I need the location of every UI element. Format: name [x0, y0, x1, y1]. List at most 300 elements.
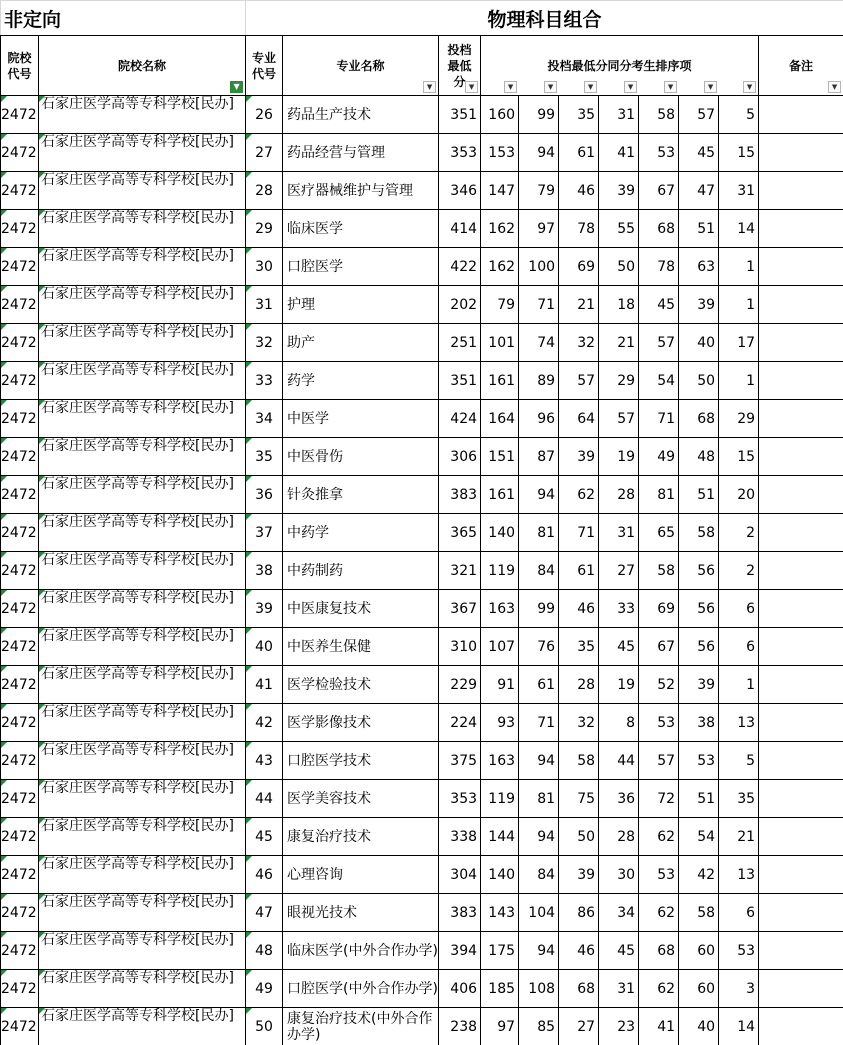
cell-rank-2[interactable]: 71 — [519, 704, 559, 742]
cell-major-name[interactable]: 药品经营与管理 — [283, 134, 439, 172]
cell-rank-7[interactable]: 17 — [719, 324, 759, 362]
cell-rank-2[interactable]: 81 — [519, 780, 559, 818]
cell-school-name[interactable]: 石家庄医学高等专科学校[民办] — [39, 438, 246, 476]
cell-remarks[interactable] — [759, 514, 843, 552]
cell-rank-3[interactable]: 68 — [559, 970, 599, 1008]
cell-major-code[interactable]: 50 — [246, 1008, 283, 1045]
cell-rank-7[interactable]: 5 — [719, 96, 759, 134]
cell-school-code[interactable]: 2472 — [1, 590, 39, 628]
cell-remarks[interactable] — [759, 324, 843, 362]
cell-rank-1[interactable]: 143 — [481, 894, 519, 932]
cell-rank-2[interactable]: 108 — [519, 970, 559, 1008]
cell-rank-1[interactable]: 91 — [481, 666, 519, 704]
cell-rank-7[interactable]: 1 — [719, 362, 759, 400]
cell-remarks[interactable] — [759, 96, 843, 134]
cell-major-name[interactable]: 口腔医学(中外合作办学) — [283, 970, 439, 1008]
cell-major-name[interactable]: 中药学 — [283, 514, 439, 552]
cell-rank-5[interactable]: 69 — [639, 590, 679, 628]
cell-major-name[interactable]: 药品生产技术 — [283, 96, 439, 134]
cell-remarks[interactable] — [759, 248, 843, 286]
cell-major-code[interactable]: 49 — [246, 970, 283, 1008]
cell-remarks[interactable] — [759, 476, 843, 514]
cell-rank-1[interactable]: 79 — [481, 286, 519, 324]
cell-school-code[interactable]: 2472 — [1, 1008, 39, 1045]
filter-active-icon[interactable]: ▼ — [230, 81, 243, 93]
filter-dropdown-icon[interactable]: ▼ — [743, 81, 756, 93]
cell-rank-7[interactable]: 15 — [719, 134, 759, 172]
cell-rank-7[interactable]: 53 — [719, 932, 759, 970]
cell-rank-6[interactable]: 51 — [679, 780, 719, 818]
cell-rank-3[interactable]: 71 — [559, 514, 599, 552]
cell-school-name[interactable]: 石家庄医学高等专科学校[民办] — [39, 818, 246, 856]
cell-rank-6[interactable]: 48 — [679, 438, 719, 476]
cell-rank-7[interactable]: 1 — [719, 666, 759, 704]
cell-rank-3[interactable]: 35 — [559, 628, 599, 666]
cell-rank-7[interactable]: 13 — [719, 704, 759, 742]
cell-min-score[interactable]: 338 — [439, 818, 481, 856]
cell-min-score[interactable]: 406 — [439, 970, 481, 1008]
cell-remarks[interactable] — [759, 134, 843, 172]
cell-rank-1[interactable]: 140 — [481, 856, 519, 894]
cell-major-name[interactable]: 康复治疗技术 — [283, 818, 439, 856]
cell-remarks[interactable] — [759, 780, 843, 818]
cell-rank-2[interactable]: 61 — [519, 666, 559, 704]
cell-min-score[interactable]: 251 — [439, 324, 481, 362]
filter-dropdown-icon[interactable]: ▼ — [423, 81, 436, 93]
cell-rank-6[interactable]: 42 — [679, 856, 719, 894]
cell-rank-4[interactable]: 45 — [599, 628, 639, 666]
cell-rank-1[interactable]: 151 — [481, 438, 519, 476]
cell-rank-3[interactable]: 86 — [559, 894, 599, 932]
cell-rank-5[interactable]: 54 — [639, 362, 679, 400]
filter-dropdown-icon[interactable]: ▼ — [544, 81, 557, 93]
cell-school-name[interactable]: 石家庄医学高等专科学校[民办] — [39, 856, 246, 894]
cell-remarks[interactable] — [759, 286, 843, 324]
cell-rank-1[interactable]: 107 — [481, 628, 519, 666]
cell-rank-2[interactable]: 97 — [519, 210, 559, 248]
cell-rank-5[interactable]: 65 — [639, 514, 679, 552]
filter-dropdown-icon[interactable]: ▼ — [584, 81, 597, 93]
cell-rank-3[interactable]: 32 — [559, 704, 599, 742]
cell-school-name[interactable]: 石家庄医学高等专科学校[民办] — [39, 324, 246, 362]
cell-major-name[interactable]: 针灸推拿 — [283, 476, 439, 514]
cell-major-code[interactable]: 35 — [246, 438, 283, 476]
cell-rank-1[interactable]: 144 — [481, 818, 519, 856]
cell-rank-4[interactable]: 8 — [599, 704, 639, 742]
cell-rank-7[interactable]: 3 — [719, 970, 759, 1008]
cell-major-code[interactable]: 42 — [246, 704, 283, 742]
filter-dropdown-icon[interactable]: ▼ — [664, 81, 677, 93]
cell-rank-4[interactable]: 36 — [599, 780, 639, 818]
cell-school-code[interactable]: 2472 — [1, 438, 39, 476]
cell-rank-6[interactable]: 50 — [679, 362, 719, 400]
cell-major-name[interactable]: 医学美容技术 — [283, 780, 439, 818]
cell-rank-1[interactable]: 163 — [481, 742, 519, 780]
cell-school-code[interactable]: 2472 — [1, 704, 39, 742]
cell-rank-4[interactable]: 18 — [599, 286, 639, 324]
cell-rank-1[interactable]: 161 — [481, 362, 519, 400]
cell-rank-2[interactable]: 89 — [519, 362, 559, 400]
cell-school-code[interactable]: 2472 — [1, 400, 39, 438]
cell-min-score[interactable]: 383 — [439, 476, 481, 514]
cell-remarks[interactable] — [759, 628, 843, 666]
cell-rank-6[interactable]: 58 — [679, 514, 719, 552]
cell-rank-5[interactable]: 62 — [639, 894, 679, 932]
cell-min-score[interactable]: 351 — [439, 96, 481, 134]
cell-rank-3[interactable]: 39 — [559, 438, 599, 476]
cell-school-name[interactable]: 石家庄医学高等专科学校[民办] — [39, 590, 246, 628]
cell-rank-2[interactable]: 104 — [519, 894, 559, 932]
cell-major-code[interactable]: 29 — [246, 210, 283, 248]
cell-major-name[interactable]: 护理 — [283, 286, 439, 324]
cell-major-name[interactable]: 药学 — [283, 362, 439, 400]
cell-remarks[interactable] — [759, 590, 843, 628]
cell-rank-6[interactable]: 56 — [679, 552, 719, 590]
cell-rank-7[interactable]: 20 — [719, 476, 759, 514]
cell-school-name[interactable]: 石家庄医学高等专科学校[民办] — [39, 704, 246, 742]
cell-major-code[interactable]: 44 — [246, 780, 283, 818]
cell-rank-6[interactable]: 63 — [679, 248, 719, 286]
cell-rank-4[interactable]: 44 — [599, 742, 639, 780]
cell-rank-7[interactable]: 15 — [719, 438, 759, 476]
cell-rank-1[interactable]: 162 — [481, 248, 519, 286]
cell-major-code[interactable]: 34 — [246, 400, 283, 438]
cell-rank-2[interactable]: 94 — [519, 818, 559, 856]
cell-remarks[interactable] — [759, 1008, 843, 1045]
cell-rank-3[interactable]: 62 — [559, 476, 599, 514]
cell-school-code[interactable]: 2472 — [1, 856, 39, 894]
cell-rank-1[interactable]: 160 — [481, 96, 519, 134]
cell-min-score[interactable]: 224 — [439, 704, 481, 742]
cell-rank-5[interactable]: 62 — [639, 970, 679, 1008]
cell-school-name[interactable]: 石家庄医学高等专科学校[民办] — [39, 210, 246, 248]
cell-rank-7[interactable]: 2 — [719, 514, 759, 552]
cell-major-name[interactable]: 助产 — [283, 324, 439, 362]
cell-rank-7[interactable]: 6 — [719, 894, 759, 932]
cell-rank-3[interactable]: 46 — [559, 590, 599, 628]
cell-rank-2[interactable]: 74 — [519, 324, 559, 362]
cell-rank-3[interactable]: 46 — [559, 932, 599, 970]
cell-rank-6[interactable]: 56 — [679, 628, 719, 666]
cell-major-name[interactable]: 口腔医学技术 — [283, 742, 439, 780]
filter-dropdown-icon[interactable]: ▼ — [465, 81, 478, 93]
cell-school-name[interactable]: 石家庄医学高等专科学校[民办] — [39, 970, 246, 1008]
cell-rank-3[interactable]: 75 — [559, 780, 599, 818]
cell-major-name[interactable]: 康复治疗技术(中外合作办学) — [283, 1008, 439, 1045]
cell-school-code[interactable]: 2472 — [1, 286, 39, 324]
cell-rank-5[interactable]: 45 — [639, 286, 679, 324]
cell-rank-7[interactable]: 1 — [719, 248, 759, 286]
cell-min-score[interactable]: 365 — [439, 514, 481, 552]
cell-rank-2[interactable]: 99 — [519, 96, 559, 134]
cell-major-name[interactable]: 医学影像技术 — [283, 704, 439, 742]
cell-major-name[interactable]: 口腔医学 — [283, 248, 439, 286]
cell-rank-6[interactable]: 39 — [679, 286, 719, 324]
cell-min-score[interactable]: 353 — [439, 134, 481, 172]
cell-rank-5[interactable]: 57 — [639, 324, 679, 362]
cell-rank-5[interactable]: 57 — [639, 742, 679, 780]
cell-rank-1[interactable]: 119 — [481, 552, 519, 590]
filter-dropdown-icon[interactable]: ▼ — [704, 81, 717, 93]
cell-rank-7[interactable]: 6 — [719, 628, 759, 666]
cell-rank-3[interactable]: 69 — [559, 248, 599, 286]
cell-major-code[interactable]: 33 — [246, 362, 283, 400]
cell-remarks[interactable] — [759, 932, 843, 970]
cell-school-code[interactable]: 2472 — [1, 248, 39, 286]
cell-remarks[interactable] — [759, 438, 843, 476]
cell-major-code[interactable]: 30 — [246, 248, 283, 286]
cell-school-name[interactable]: 石家庄医学高等专科学校[民办] — [39, 742, 246, 780]
cell-school-code[interactable]: 2472 — [1, 818, 39, 856]
cell-rank-6[interactable]: 68 — [679, 400, 719, 438]
cell-remarks[interactable] — [759, 818, 843, 856]
cell-rank-2[interactable]: 99 — [519, 590, 559, 628]
cell-min-score[interactable]: 346 — [439, 172, 481, 210]
cell-major-code[interactable]: 31 — [246, 286, 283, 324]
cell-school-name[interactable]: 石家庄医学高等专科学校[民办] — [39, 1008, 246, 1045]
cell-rank-4[interactable]: 33 — [599, 590, 639, 628]
cell-major-name[interactable]: 中药制药 — [283, 552, 439, 590]
cell-rank-5[interactable]: 68 — [639, 210, 679, 248]
cell-rank-5[interactable]: 81 — [639, 476, 679, 514]
cell-rank-2[interactable]: 100 — [519, 248, 559, 286]
cell-rank-7[interactable]: 21 — [719, 818, 759, 856]
cell-min-score[interactable]: 367 — [439, 590, 481, 628]
cell-min-score[interactable]: 202 — [439, 286, 481, 324]
cell-major-name[interactable]: 中医养生保健 — [283, 628, 439, 666]
cell-rank-3[interactable]: 28 — [559, 666, 599, 704]
cell-rank-2[interactable]: 84 — [519, 552, 559, 590]
cell-rank-4[interactable]: 41 — [599, 134, 639, 172]
cell-rank-7[interactable]: 14 — [719, 1008, 759, 1045]
cell-rank-5[interactable]: 78 — [639, 248, 679, 286]
cell-remarks[interactable] — [759, 210, 843, 248]
cell-school-name[interactable]: 石家庄医学高等专科学校[民办] — [39, 552, 246, 590]
cell-school-code[interactable]: 2472 — [1, 476, 39, 514]
cell-rank-1[interactable]: 97 — [481, 1008, 519, 1045]
cell-school-code[interactable]: 2472 — [1, 172, 39, 210]
cell-school-name[interactable]: 石家庄医学高等专科学校[民办] — [39, 628, 246, 666]
cell-rank-4[interactable]: 45 — [599, 932, 639, 970]
cell-rank-6[interactable]: 51 — [679, 210, 719, 248]
cell-rank-3[interactable]: 35 — [559, 96, 599, 134]
cell-major-code[interactable]: 39 — [246, 590, 283, 628]
cell-rank-7[interactable]: 1 — [719, 286, 759, 324]
cell-rank-4[interactable]: 39 — [599, 172, 639, 210]
cell-school-name[interactable]: 石家庄医学高等专科学校[民办] — [39, 286, 246, 324]
cell-rank-5[interactable]: 53 — [639, 704, 679, 742]
cell-major-code[interactable]: 40 — [246, 628, 283, 666]
cell-rank-7[interactable]: 31 — [719, 172, 759, 210]
cell-rank-5[interactable]: 52 — [639, 666, 679, 704]
cell-rank-2[interactable]: 71 — [519, 286, 559, 324]
cell-rank-6[interactable]: 54 — [679, 818, 719, 856]
cell-rank-3[interactable]: 39 — [559, 856, 599, 894]
cell-rank-3[interactable]: 61 — [559, 552, 599, 590]
cell-school-code[interactable]: 2472 — [1, 780, 39, 818]
cell-rank-5[interactable]: 68 — [639, 932, 679, 970]
cell-rank-4[interactable]: 28 — [599, 818, 639, 856]
cell-rank-3[interactable]: 57 — [559, 362, 599, 400]
cell-major-name[interactable]: 临床医学 — [283, 210, 439, 248]
cell-school-code[interactable]: 2472 — [1, 210, 39, 248]
cell-min-score[interactable]: 306 — [439, 438, 481, 476]
cell-school-name[interactable]: 石家庄医学高等专科学校[民办] — [39, 780, 246, 818]
cell-min-score[interactable]: 238 — [439, 1008, 481, 1045]
cell-rank-2[interactable]: 94 — [519, 134, 559, 172]
cell-rank-2[interactable]: 79 — [519, 172, 559, 210]
cell-rank-2[interactable]: 87 — [519, 438, 559, 476]
cell-rank-4[interactable]: 34 — [599, 894, 639, 932]
cell-rank-7[interactable]: 35 — [719, 780, 759, 818]
cell-rank-6[interactable]: 60 — [679, 970, 719, 1008]
cell-major-code[interactable]: 27 — [246, 134, 283, 172]
cell-rank-6[interactable]: 38 — [679, 704, 719, 742]
cell-rank-5[interactable]: 53 — [639, 134, 679, 172]
cell-rank-2[interactable]: 94 — [519, 742, 559, 780]
cell-school-name[interactable]: 石家庄医学高等专科学校[民办] — [39, 172, 246, 210]
cell-major-name[interactable]: 临床医学(中外合作办学) — [283, 932, 439, 970]
cell-rank-3[interactable]: 58 — [559, 742, 599, 780]
cell-min-score[interactable]: 383 — [439, 894, 481, 932]
cell-major-code[interactable]: 43 — [246, 742, 283, 780]
cell-major-name[interactable]: 医疗器械维护与管理 — [283, 172, 439, 210]
cell-rank-6[interactable]: 53 — [679, 742, 719, 780]
cell-school-name[interactable]: 石家庄医学高等专科学校[民办] — [39, 894, 246, 932]
cell-rank-1[interactable]: 153 — [481, 134, 519, 172]
cell-rank-4[interactable]: 23 — [599, 1008, 639, 1045]
cell-rank-5[interactable]: 58 — [639, 552, 679, 590]
cell-school-name[interactable]: 石家庄医学高等专科学校[民办] — [39, 932, 246, 970]
cell-rank-4[interactable]: 55 — [599, 210, 639, 248]
cell-rank-1[interactable]: 163 — [481, 590, 519, 628]
cell-min-score[interactable]: 394 — [439, 932, 481, 970]
cell-rank-3[interactable]: 21 — [559, 286, 599, 324]
cell-rank-7[interactable]: 14 — [719, 210, 759, 248]
cell-rank-3[interactable]: 61 — [559, 134, 599, 172]
cell-min-score[interactable]: 353 — [439, 780, 481, 818]
cell-min-score[interactable]: 351 — [439, 362, 481, 400]
cell-remarks[interactable] — [759, 970, 843, 1008]
cell-rank-7[interactable]: 6 — [719, 590, 759, 628]
cell-rank-7[interactable]: 2 — [719, 552, 759, 590]
cell-major-code[interactable]: 36 — [246, 476, 283, 514]
cell-rank-1[interactable]: 147 — [481, 172, 519, 210]
cell-school-name[interactable]: 石家庄医学高等专科学校[民办] — [39, 514, 246, 552]
cell-rank-5[interactable]: 41 — [639, 1008, 679, 1045]
cell-school-code[interactable]: 2472 — [1, 134, 39, 172]
filter-dropdown-icon[interactable]: ▼ — [828, 81, 841, 93]
cell-remarks[interactable] — [759, 704, 843, 742]
cell-rank-3[interactable]: 50 — [559, 818, 599, 856]
cell-rank-6[interactable]: 57 — [679, 96, 719, 134]
cell-rank-7[interactable]: 5 — [719, 742, 759, 780]
cell-rank-5[interactable]: 53 — [639, 856, 679, 894]
cell-rank-1[interactable]: 175 — [481, 932, 519, 970]
cell-rank-4[interactable]: 27 — [599, 552, 639, 590]
cell-school-code[interactable]: 2472 — [1, 970, 39, 1008]
cell-school-name[interactable]: 石家庄医学高等专科学校[民办] — [39, 400, 246, 438]
cell-rank-1[interactable]: 162 — [481, 210, 519, 248]
cell-rank-4[interactable]: 31 — [599, 514, 639, 552]
cell-school-name[interactable]: 石家庄医学高等专科学校[民办] — [39, 362, 246, 400]
cell-rank-6[interactable]: 56 — [679, 590, 719, 628]
cell-min-score[interactable]: 424 — [439, 400, 481, 438]
cell-rank-1[interactable]: 101 — [481, 324, 519, 362]
cell-rank-4[interactable]: 31 — [599, 96, 639, 134]
cell-major-name[interactable]: 中医骨伤 — [283, 438, 439, 476]
cell-rank-3[interactable]: 27 — [559, 1008, 599, 1045]
cell-school-name[interactable]: 石家庄医学高等专科学校[民办] — [39, 96, 246, 134]
cell-rank-4[interactable]: 19 — [599, 438, 639, 476]
cell-rank-7[interactable]: 29 — [719, 400, 759, 438]
filter-dropdown-icon[interactable]: ▼ — [504, 81, 517, 93]
cell-rank-2[interactable]: 84 — [519, 856, 559, 894]
cell-remarks[interactable] — [759, 742, 843, 780]
cell-major-code[interactable]: 45 — [246, 818, 283, 856]
cell-school-code[interactable]: 2472 — [1, 742, 39, 780]
cell-rank-3[interactable]: 46 — [559, 172, 599, 210]
cell-rank-5[interactable]: 67 — [639, 172, 679, 210]
cell-major-name[interactable]: 中医学 — [283, 400, 439, 438]
cell-rank-1[interactable]: 93 — [481, 704, 519, 742]
cell-rank-5[interactable]: 72 — [639, 780, 679, 818]
cell-school-code[interactable]: 2472 — [1, 894, 39, 932]
cell-rank-6[interactable]: 40 — [679, 1008, 719, 1045]
cell-rank-4[interactable]: 19 — [599, 666, 639, 704]
cell-rank-1[interactable]: 185 — [481, 970, 519, 1008]
cell-rank-2[interactable]: 94 — [519, 932, 559, 970]
cell-rank-6[interactable]: 58 — [679, 894, 719, 932]
cell-remarks[interactable] — [759, 666, 843, 704]
cell-major-name[interactable]: 医学检验技术 — [283, 666, 439, 704]
cell-rank-2[interactable]: 96 — [519, 400, 559, 438]
cell-rank-1[interactable]: 164 — [481, 400, 519, 438]
cell-school-name[interactable]: 石家庄医学高等专科学校[民办] — [39, 666, 246, 704]
cell-rank-2[interactable]: 81 — [519, 514, 559, 552]
cell-min-score[interactable]: 375 — [439, 742, 481, 780]
cell-school-code[interactable]: 2472 — [1, 362, 39, 400]
cell-school-code[interactable]: 2472 — [1, 552, 39, 590]
cell-min-score[interactable]: 310 — [439, 628, 481, 666]
cell-rank-1[interactable]: 161 — [481, 476, 519, 514]
cell-school-code[interactable]: 2472 — [1, 514, 39, 552]
cell-remarks[interactable] — [759, 400, 843, 438]
cell-major-name[interactable]: 眼视光技术 — [283, 894, 439, 932]
cell-major-code[interactable]: 47 — [246, 894, 283, 932]
cell-school-name[interactable]: 石家庄医学高等专科学校[民办] — [39, 248, 246, 286]
cell-rank-1[interactable]: 119 — [481, 780, 519, 818]
cell-school-name[interactable]: 石家庄医学高等专科学校[民办] — [39, 476, 246, 514]
cell-rank-4[interactable]: 30 — [599, 856, 639, 894]
cell-rank-4[interactable]: 31 — [599, 970, 639, 1008]
cell-major-code[interactable]: 41 — [246, 666, 283, 704]
cell-rank-3[interactable]: 32 — [559, 324, 599, 362]
cell-major-code[interactable]: 28 — [246, 172, 283, 210]
cell-rank-7[interactable]: 13 — [719, 856, 759, 894]
cell-school-code[interactable]: 2472 — [1, 96, 39, 134]
cell-major-code[interactable]: 32 — [246, 324, 283, 362]
cell-min-score[interactable]: 229 — [439, 666, 481, 704]
cell-rank-5[interactable]: 49 — [639, 438, 679, 476]
cell-major-code[interactable]: 37 — [246, 514, 283, 552]
cell-remarks[interactable] — [759, 552, 843, 590]
cell-rank-4[interactable]: 28 — [599, 476, 639, 514]
cell-rank-5[interactable]: 62 — [639, 818, 679, 856]
cell-remarks[interactable] — [759, 894, 843, 932]
cell-rank-3[interactable]: 78 — [559, 210, 599, 248]
cell-rank-4[interactable]: 57 — [599, 400, 639, 438]
